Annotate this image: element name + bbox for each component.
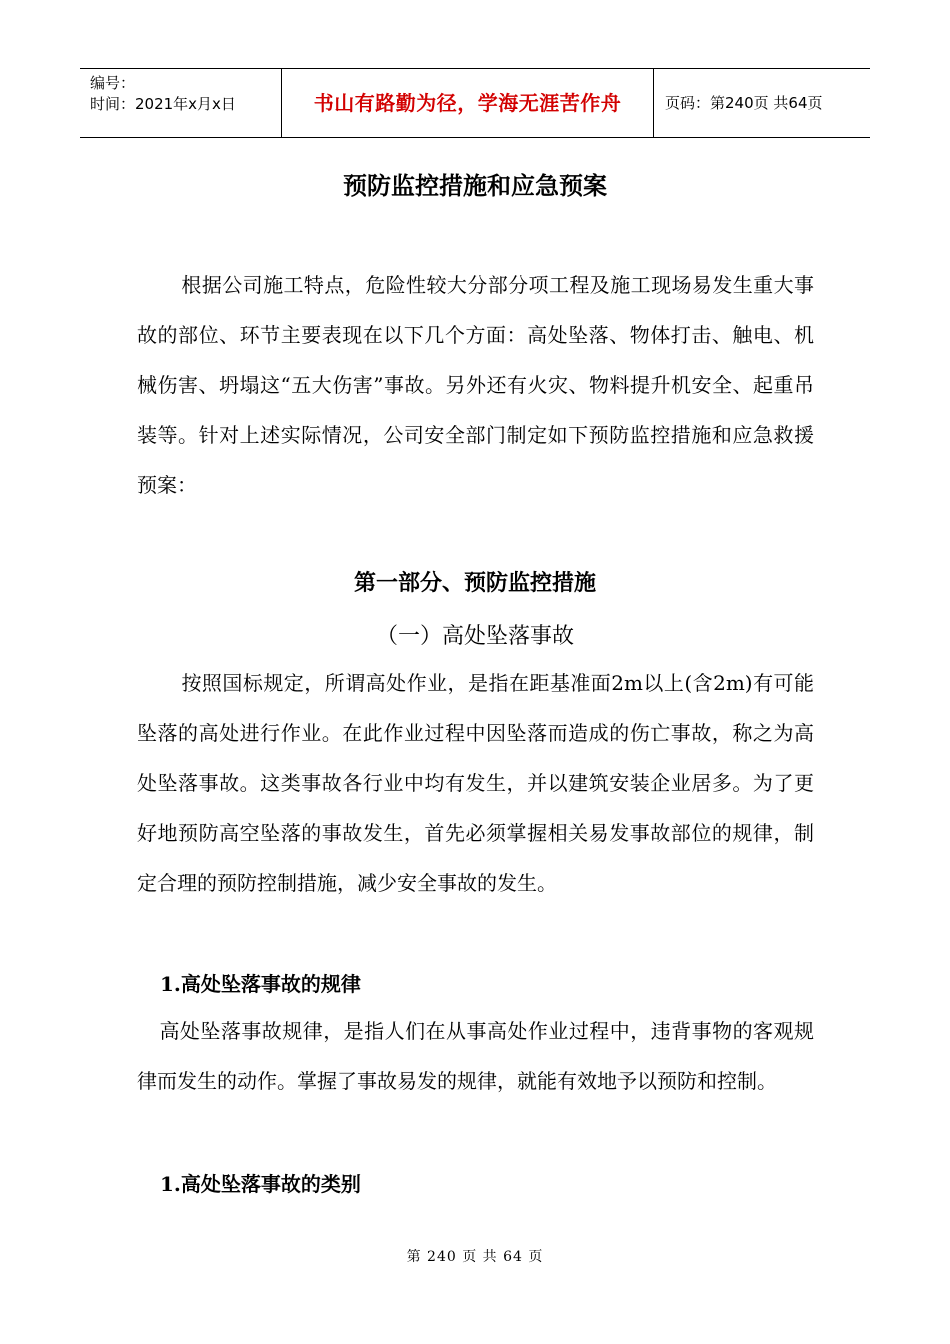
heading-2: 1.高处坠落事故的类别	[160, 1172, 361, 1196]
subsection-title: （一）高处坠落事故	[375, 624, 574, 649]
intro-text: 根据公司施工特点，危险性较大分部分项工程及施工现场易发生重大事故的部位、环节主要表现在以下几个方面：高处坠落、物体打击、触电、机械伤害、坍塌这“五大伤害”事故。另外还有火灾、物料提升机安全、起重吊装等。针对上述实际情况，公司安全部门制定如下预防监控措施和应急救援预案：	[137, 273, 814, 497]
header-meta-cell	[80, 69, 282, 137]
heading-1: 1.高处坠落事故的规律	[160, 972, 361, 996]
paragraph-2	[137, 1006, 814, 1106]
serial-label: 编号：	[90, 74, 136, 92]
intro-paragraph	[137, 260, 814, 510]
header-motto: 书山有路勤为径，学海无涯苦作舟	[282, 69, 654, 137]
part-title: 第一部分、预防监控措施	[353, 571, 596, 596]
header-page-info: 页码：第240页 共64页	[665, 94, 823, 112]
document-title: 预防监控措施和应急预案	[343, 172, 607, 200]
paragraph-1	[137, 658, 814, 908]
time-label: 时间：2021年x月x日	[90, 95, 236, 113]
page-footer: 第 240 页 共 64 页	[406, 1249, 544, 1265]
paragraph-2-text: 高处坠落事故规律，是指人们在从事高处作业过程中，违背事物的客观规律而发生的动作。掌握了事故易发的规律，就能有效地予以预防和控制。	[137, 1019, 814, 1093]
paragraph-1-text: 按照国标规定，所谓高处作业，是指在距基准面2m以上(含2m)有可能坠落的高处进行作业。在此作业过程中因坠落而造成的伤亡事故，称之为高处坠落事故。这类事故各行业中均有发生，并以建筑安装企业居多。为了更好地预防高空坠落的事故发生，首先必须掌握相关易发事故部位的规律，制定合理的预防控制措施，减少安全事故的发生。	[137, 671, 814, 895]
header-table	[80, 68, 870, 138]
